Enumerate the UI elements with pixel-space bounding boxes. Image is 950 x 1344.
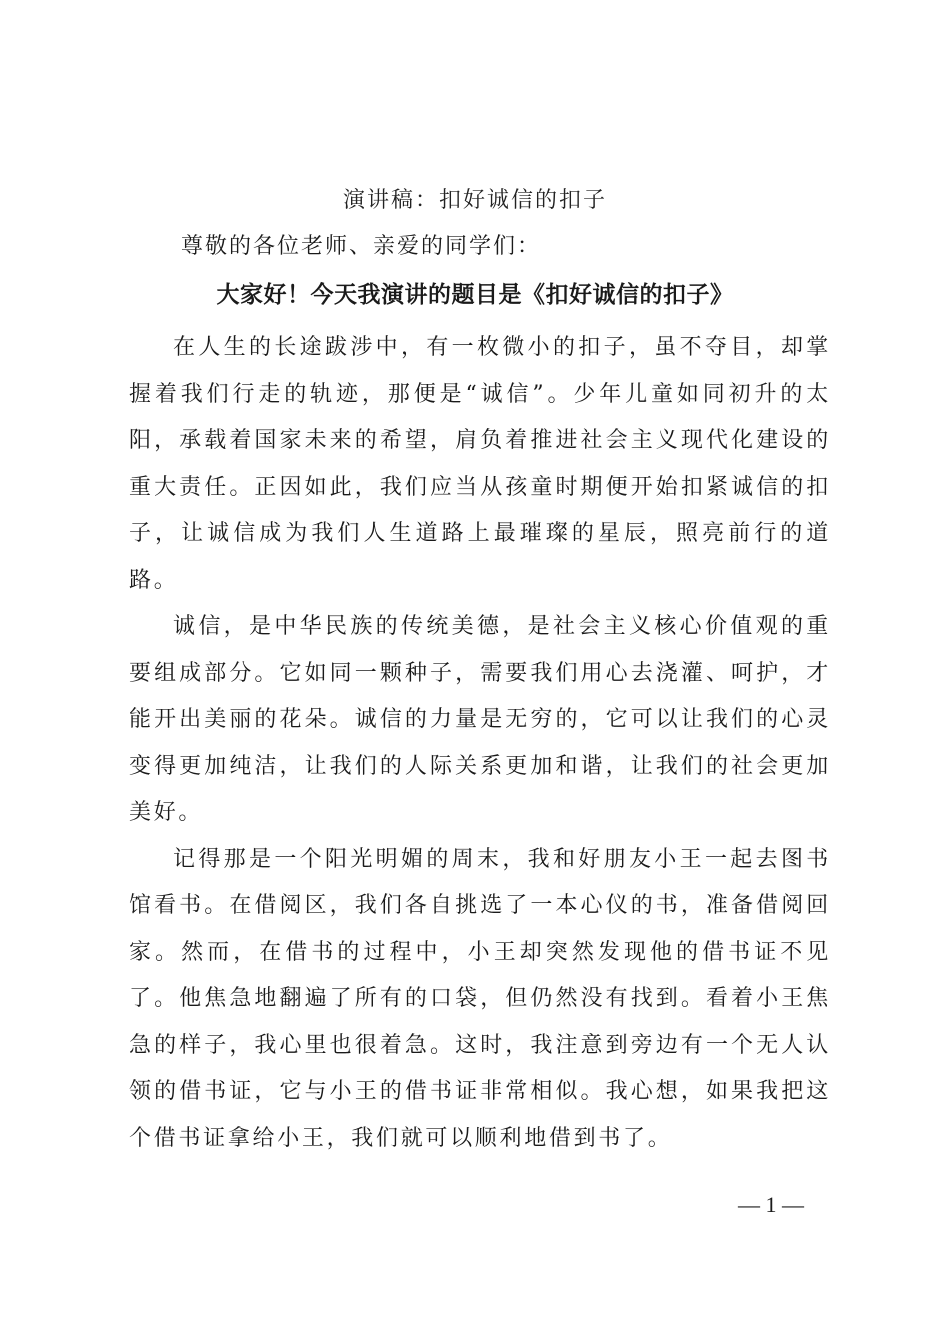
- salutation: 尊敬的各位老师、亲爱的同学们：: [181, 234, 542, 259]
- paragraph: 记得那是一个阳光明媚的周末，我和好朋友小王一起去图书馆看书。在借阅区，我们各自挑选了一本心仪的书，准备借阅回家。然而，在借书的过程中，小王却突然发现他的借书证不见了。他焦急地翻遍了所有的口袋，但仍然没有找到。看着小王焦急的样子，我心里也很着急。这时，我注意到旁边有一个无人认领的借书证，它与小王的借书证非常相似。我心想，如果我把这个借书证拿给小王，我们就可以顺利地借到书了。: [129, 846, 831, 1151]
- document-title: 演讲稿：扣好诚信的扣子: [342, 188, 607, 213]
- speech-topic: 大家好！今天我演讲的题目是《扣好诚信的扣子》: [216, 281, 734, 308]
- paragraph: 诚信，是中华民族的传统美德，是社会主义核心价值观的重要组成部分。它如同一颗种子，需要我们用心去浇灌、呵护，才能开出美丽的花朵。诚信的力量是无穷的，它可以让我们的心灵变得更加纯洁，让我们的人际关系更加和谐，让我们的社会更加美好。: [129, 614, 831, 825]
- page-number: — 1 —: [738, 1192, 804, 1217]
- paragraph: 在人生的长途跋涉中，有一枚微小的扣子，虽不夺目，却掌握着我们行走的轨迹，那便是“诚信”。少年儿童如同初升的太阳，承载着国家未来的希望，肩负着推进社会主义现代化建设的重大责任。正因如此，我们应当从孩童时期便开始扣紧诚信的扣子，让诚信成为我们人生道路上最璀璨的星辰，照亮前行的道路。: [129, 335, 831, 593]
- body-text: [129, 325, 831, 1162]
